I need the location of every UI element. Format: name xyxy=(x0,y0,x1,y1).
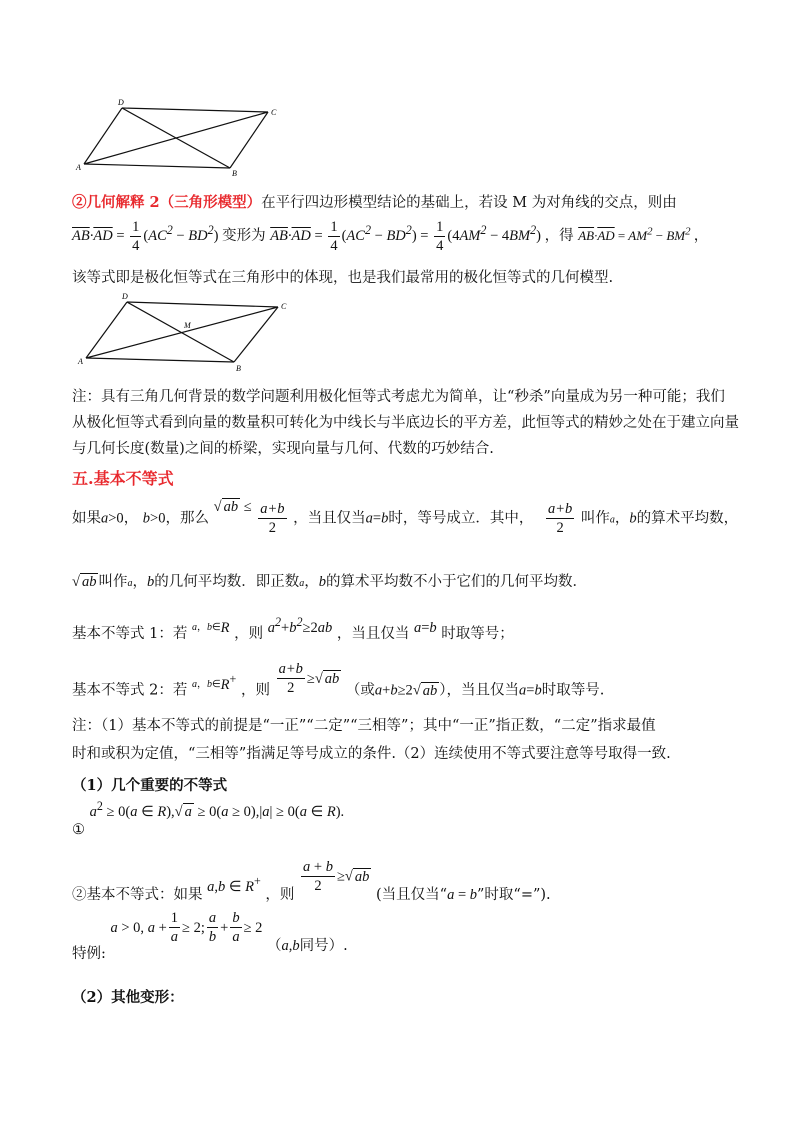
special-case: 特例: a > 0, a + $\frac{1}{a}$ ≥ 2; $\frac{a}{b}$ + $\frac{b}{a}$ ≥ 2 （a,b同号）. xyxy=(72,910,348,962)
label-a2: A xyxy=(78,357,83,366)
geo-interp-title: ②几何解释 2（三角形模型） xyxy=(72,194,262,211)
subsection-other-variants: （2）其他变形： xyxy=(72,989,184,1006)
note2-line2: 时和或积为定值，“三相等”指满足等号成立的条件.（2）连续使用不等式要注意等号取得一致. xyxy=(72,746,671,762)
geo-mean-line: √ ab 叫作a，b的几何平均数．即正数a，b的算术平均数不小于它们的几何平均数． xyxy=(72,574,587,590)
label-d2: D xyxy=(122,292,128,301)
label-b: B xyxy=(232,169,237,178)
label-d: D xyxy=(118,98,124,107)
important-ineq-2: ②基本不等式：如果 a,b ∈ R+ ，则 $\frac{a + b}{2}$ ≥√ ab (当且仅当“a = b”时取“=”). xyxy=(72,859,551,903)
ineq-intro-line: 如果a>0， b>0，那么 √ ab ≤ $\frac{a+b}{2}$ ，当且仅当a=b时，等号成立．其中， $\frac{a+b}{2}$ 叫作a，b的算术平均数， xyxy=(72,498,739,536)
note1-line3: 与几何长度(数量)之间的桥梁，实现向量与几何、代数的巧妙结合. xyxy=(72,441,494,457)
figure-parallelogram-2 xyxy=(72,290,302,378)
parallelogram-m-diagram xyxy=(72,290,302,374)
polar-identity-line: 该等式即是极化恒等式在三角形中的体现，也是我们最常用的极化恒等式的几何模型. xyxy=(72,270,614,286)
note2-line1: 注：（1）基本不等式的前提是“一正”“二定”“三相等”；其中“一正”指正数，“二定”指求最值 xyxy=(72,718,656,734)
label-a: A xyxy=(76,163,81,172)
note1-line2: 从极化恒等式看到向量的数量积可转化为中线长与半底边长的平方差，此恒等式的精妙之处在于建立向量 xyxy=(72,415,739,431)
change-text: 变形为 xyxy=(222,227,266,244)
basic-ineq-1: 基本不等式 1：若 $^{a,b\in}$R ，则 $a^2+b^2\ge 2ab$ ，当且仅当 a=b 时取等号； xyxy=(72,615,514,642)
get-text: ，得 xyxy=(544,227,574,244)
label-c2: C xyxy=(281,302,287,311)
note1-line1: 注：具有三角几何背景的数学问题利用极化恒等式考虑尤为简单，让“秒杀”向量成为另一种可能；我们 xyxy=(72,389,725,405)
label-m: M xyxy=(184,321,191,330)
geo-interp-line xyxy=(72,193,677,213)
figure-parallelogram-1 xyxy=(72,98,302,182)
section-title-basic-inequality: 五.基本不等式 xyxy=(72,469,174,488)
important-ineq-1: ① $a^2 \ge 0(a$ ∈ R),√ a ≥ 0(a ≥ 0),|a| ≥ 0(a ∈ R). xyxy=(72,799,345,838)
parallelogram-diagram xyxy=(72,98,302,178)
geo-interp-text: 在平行四边形模型结论的基础上，若设 M 为对角线的交点，则由 xyxy=(261,195,677,211)
subsection-important-ineq: （1）几个重要的不等式 xyxy=(72,777,228,794)
label-c: C xyxy=(271,108,277,117)
label-b2: B xyxy=(236,364,241,373)
formula-line: $\overline{AB}\cdot\overline{AD}$ = $\frac{1}{4}$ $(AC^2 - BD^2)$ 变形为 $\overline{AB}\cdot\overline{AD}$ = $\frac{1}{4}$ $(AC^2 - BD^2)$ = $\frac{1}{4}$ $(4AM^2 - 4BM^2)$ ，得 $\overline{AB}\cdot\overline{AD} = AM^2 - BM^2$ ， xyxy=(72,219,709,254)
basic-ineq-2: 基本不等式 2：若 $^{a,b\in}$R+ ，则 $\frac{a+b}{2}$ ≥√ ab （或a+b≥2√ ab ），当且仅当a=b时取等号. xyxy=(72,661,605,699)
